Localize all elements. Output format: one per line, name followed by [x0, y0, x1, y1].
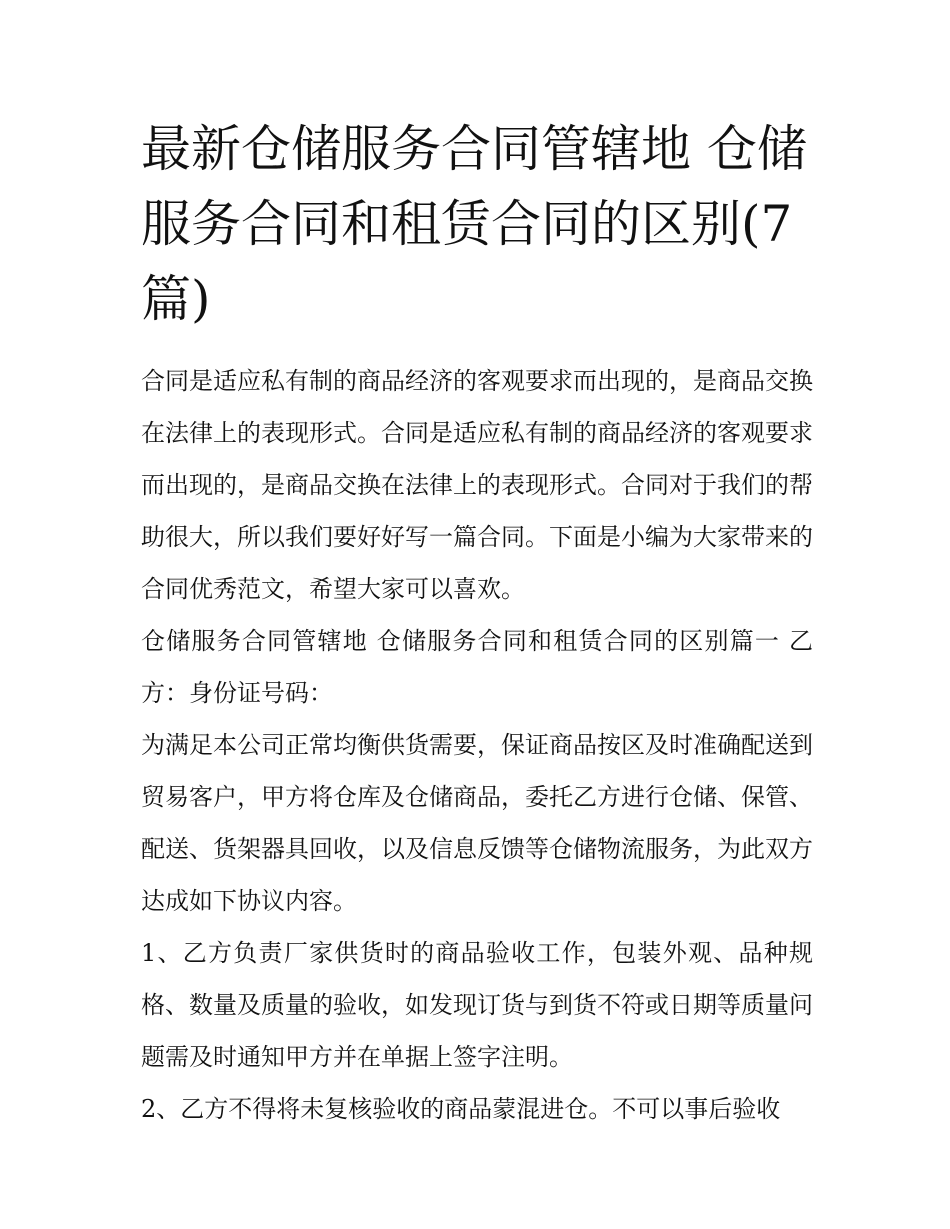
section-heading-paragraph: 仓储服务合同管辖地 仓储服务合同和租赁合同的区别篇一 乙方：身份证号码： — [141, 627, 813, 707]
clause-1-paragraph: 1、乙方负责厂家供货时的商品验收工作，包装外观、品种规格、数量及质量的验收，如发现订货与到货不符或日期等质量问题需及时通知甲方并在单据上签字注明。 — [141, 939, 813, 1071]
document-page — [141, 112, 813, 1135]
clause-2-paragraph: 2、乙方不得将未复核验收的商品蒙混进仓。不可以事后验收 — [141, 1095, 781, 1123]
document-title: 最新仓储服务合同管辖地 仓储服务合同和租赁合同的区别(7篇) — [141, 120, 807, 328]
document-body — [141, 355, 813, 1135]
purpose-paragraph: 为满足本公司正常均衡供货需要，保证商品按区及时准确配送到贸易客户，甲方将仓库及仓储商品，委托乙方进行仓储、保管、配送、货架器具回收，以及信息反馈等仓储物流服务，为此双方达成如下协议内容。 — [141, 731, 813, 915]
intro-paragraph: 合同是适应私有制的商品经济的客观要求而出现的，是商品交换在法律上的表现形式。合同是适应私有制的商品经济的客观要求而出现的，是商品交换在法律上的表现形式。合同对于我们的帮助很大，所以我们要好好写一篇合同。下面是小编为大家带来的合同优秀范文，希望大家可以喜欢。 — [141, 367, 813, 603]
